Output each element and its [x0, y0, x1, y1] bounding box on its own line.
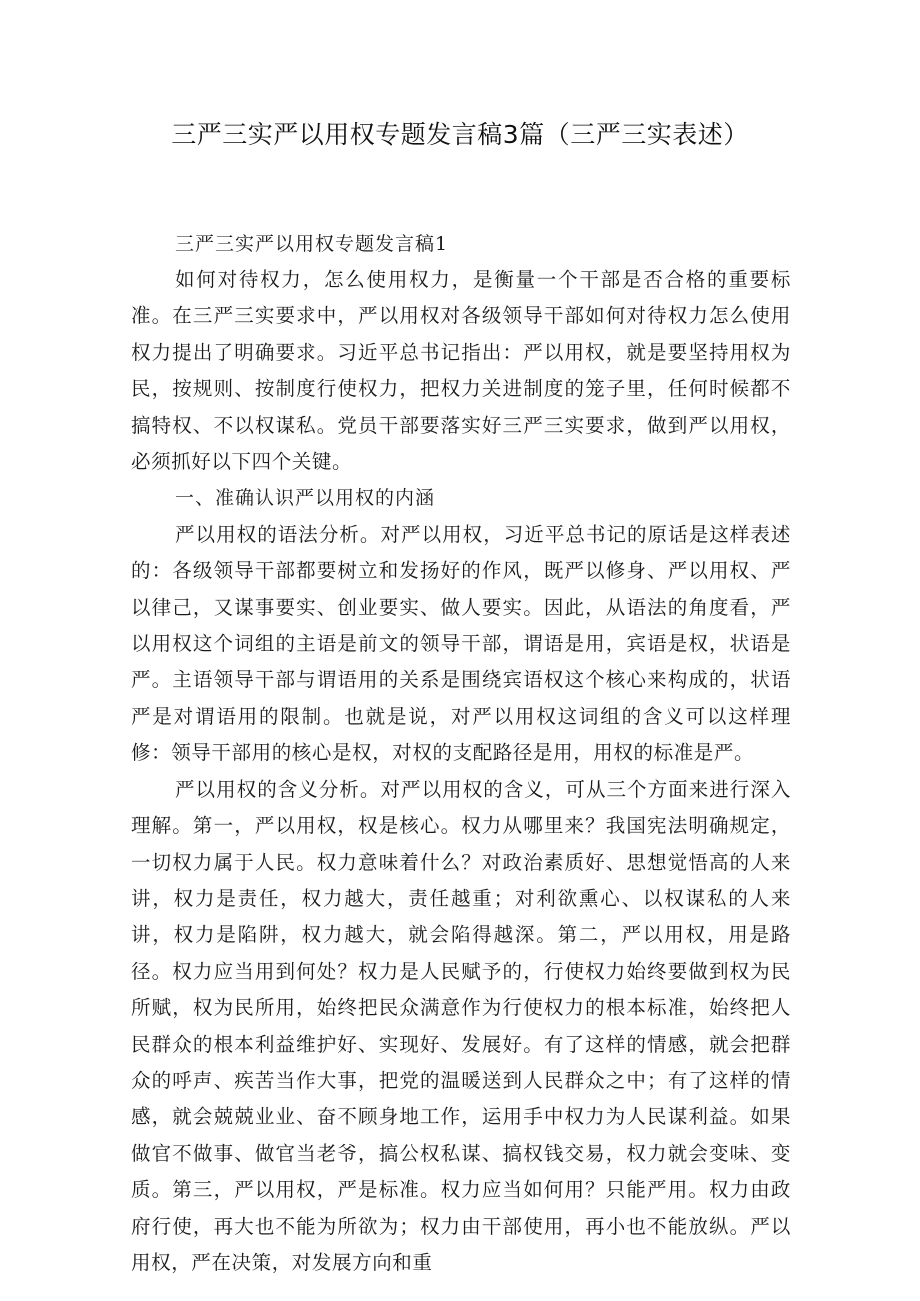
paragraph-meaning-analysis: 严以用权的含义分析。对严以用权的含义，可从三个方面来进行深入理解。第一，严以用权，权是核心。权力从哪里来？我国宪法明确规定，一切权力属于人民。权力意味着什么？对政治素质好、思想觉悟高的人来讲，权力是责任，权力越大，责任越重；对利欲熏心、以权谋私的人来讲，权力是陷阱，权力越大，就会陷得越深。第二，严以用权，用是路径。权力应当用到何处？权力是人民赋予的，行使权力始终要做到权为民所赋，权为民所用，始终把民众满意作为行使权力的根本标准，始终把人民群众的根本利益维护好、实现好、发展好。有了这样的情感，就会把群众的呼声、疾苦当作大事，把党的温暖送到人民群众之中；有了这样的情感，就会兢兢业业、奋不顾身地工作，运用手中权力为人民谋利益。如果做官不做事、做官当老爷，搞公权私谋、搞权钱交易，权力就会变味、变质。第三，严以用权，严是标准。权力应当如何用？只能严用。权力由政府行使，再大也不能为所欲为；权力由干部使用，再小也不能放纵。严以用权，严在决策，对发展方向和重 [131, 777, 791, 1274]
paragraph-intro: 如何对待权力，怎么使用权力，是衡量一个干部是否合格的重要标准。在三严三实要求中，严以用权对各级领导干部如何对待权力怎么使用权力提出了明确要求。习近平总书记指出：严以用权，就是要坚持用权为民，按规则、按制度行使权力，把权力关进制度的笼子里，任何时候都不搞特权、不以权谋私。党员干部要落实好三严三实要求，做到严以用权，必须抓好以下四个关键。 [131, 268, 791, 474]
document-body [131, 226, 791, 1281]
paragraph-grammar-analysis: 严以用权的语法分析。对严以用权，习近平总书记的原话是这样表述的：各级领导干部都要树立和发扬好的作风，既严以修身、严以用权、严以律己，又谋事要实、创业要实、做人要实。因此，从语法的角度看，严以用权这个词组的主语是前文的领导干部，谓语是用，宾语是权，状语是严。主语领导干部与谓语用的关系是围绕宾语权这个核心来构成的，状语严是对谓语用的限制。也就是说，对严以用权这词组的含义可以这样理修：领导干部用的核心是权，对权的支配路径是用，用权的标准是严。 [131, 522, 791, 765]
section-heading: 一、准确认识严以用权的内涵 [175, 487, 436, 510]
speech-subtitle: 三严三实严以用权专题发言稿1 [175, 233, 449, 255]
document-title: 三严三实严以用权专题发言稿3篇（三严三实表述） [171, 120, 749, 149]
